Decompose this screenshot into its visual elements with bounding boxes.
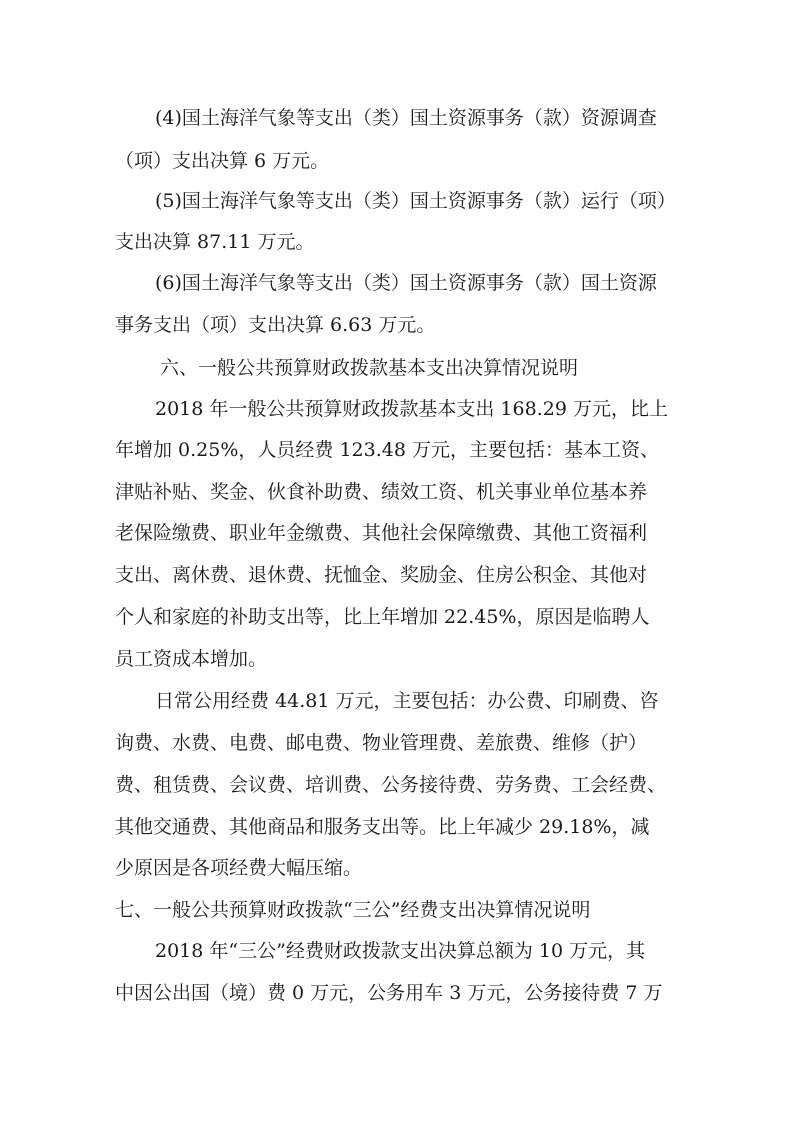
sangong-line-2: 中因公出国（境）费 0 万元，公务用车 3 万元，公务接待费 7 万 <box>115 982 663 1004</box>
basic-expense-line-6: 个人和家庭的补助支出等，比上年增加 22.45%，原因是临聘人 <box>115 606 650 628</box>
sangong-line-1: 2018 年“三公”经费财政拨款支出决算总额为 10 万元，其 <box>155 940 646 962</box>
basic-expense-line-3: 津贴补贴、奖金、伙食补助费、绩效工资、机关事业单位基本养 <box>115 481 648 503</box>
paragraph-4-line-2: （项）支出决算 6 万元。 <box>115 150 330 172</box>
paragraph-6-line-1: (6)国土海洋气象等支出（类）国土资源事务（款）国土资源 <box>155 272 657 294</box>
basic-expense-line-7: 员工资成本增加。 <box>115 648 268 670</box>
basic-expense-line-5: 支出、离休费、退休费、抚恤金、奖励金、住房公积金、其他对 <box>115 564 648 586</box>
section-7-heading: 七、一般公共预算财政拨款“三公”经费支出决算情况说明 <box>115 899 591 921</box>
daily-expense-line-2: 询费、水费、电费、邮电费、物业管理费、差旅费、维修（护） <box>115 732 648 754</box>
basic-expense-line-4: 老保险缴费、职业年金缴费、其他社会保障缴费、其他工资福利 <box>115 522 648 544</box>
paragraph-4-line-1: (4)国土海洋气象等支出（类）国土资源事务（款）资源调查 <box>155 107 657 129</box>
paragraph-6-line-2: 事务支出（项）支出决算 6.63 万元。 <box>115 314 436 336</box>
daily-expense-line-5: 少原因是各项经费大幅压缩。 <box>115 857 363 879</box>
daily-expense-line-4: 其他交通费、其他商品和服务支出等。比上年减少 29.18%，减 <box>115 816 650 838</box>
basic-expense-line-2: 年增加 0.25%，人员经费 123.48 万元，主要包括：基本工资、 <box>115 439 659 461</box>
paragraph-5-line-2: 支出决算 87.11 万元。 <box>115 231 315 253</box>
basic-expense-line-1: 2018 年一般公共预算财政拨款基本支出 168.29 万元，比上 <box>155 398 668 420</box>
daily-expense-line-1: 日常公用经费 44.81 万元，主要包括：办公费、印刷费、咨 <box>155 690 659 712</box>
section-6-heading: 六、一般公共预算财政拨款基本支出决算情况说明 <box>160 357 579 379</box>
paragraph-5-line-1: (5)国土海洋气象等支出（类）国土资源事务（款）运行（项） <box>155 190 676 212</box>
daily-expense-line-3: 费、租赁费、会议费、培训费、公务接待费、劳务费、工会经费、 <box>115 774 667 796</box>
